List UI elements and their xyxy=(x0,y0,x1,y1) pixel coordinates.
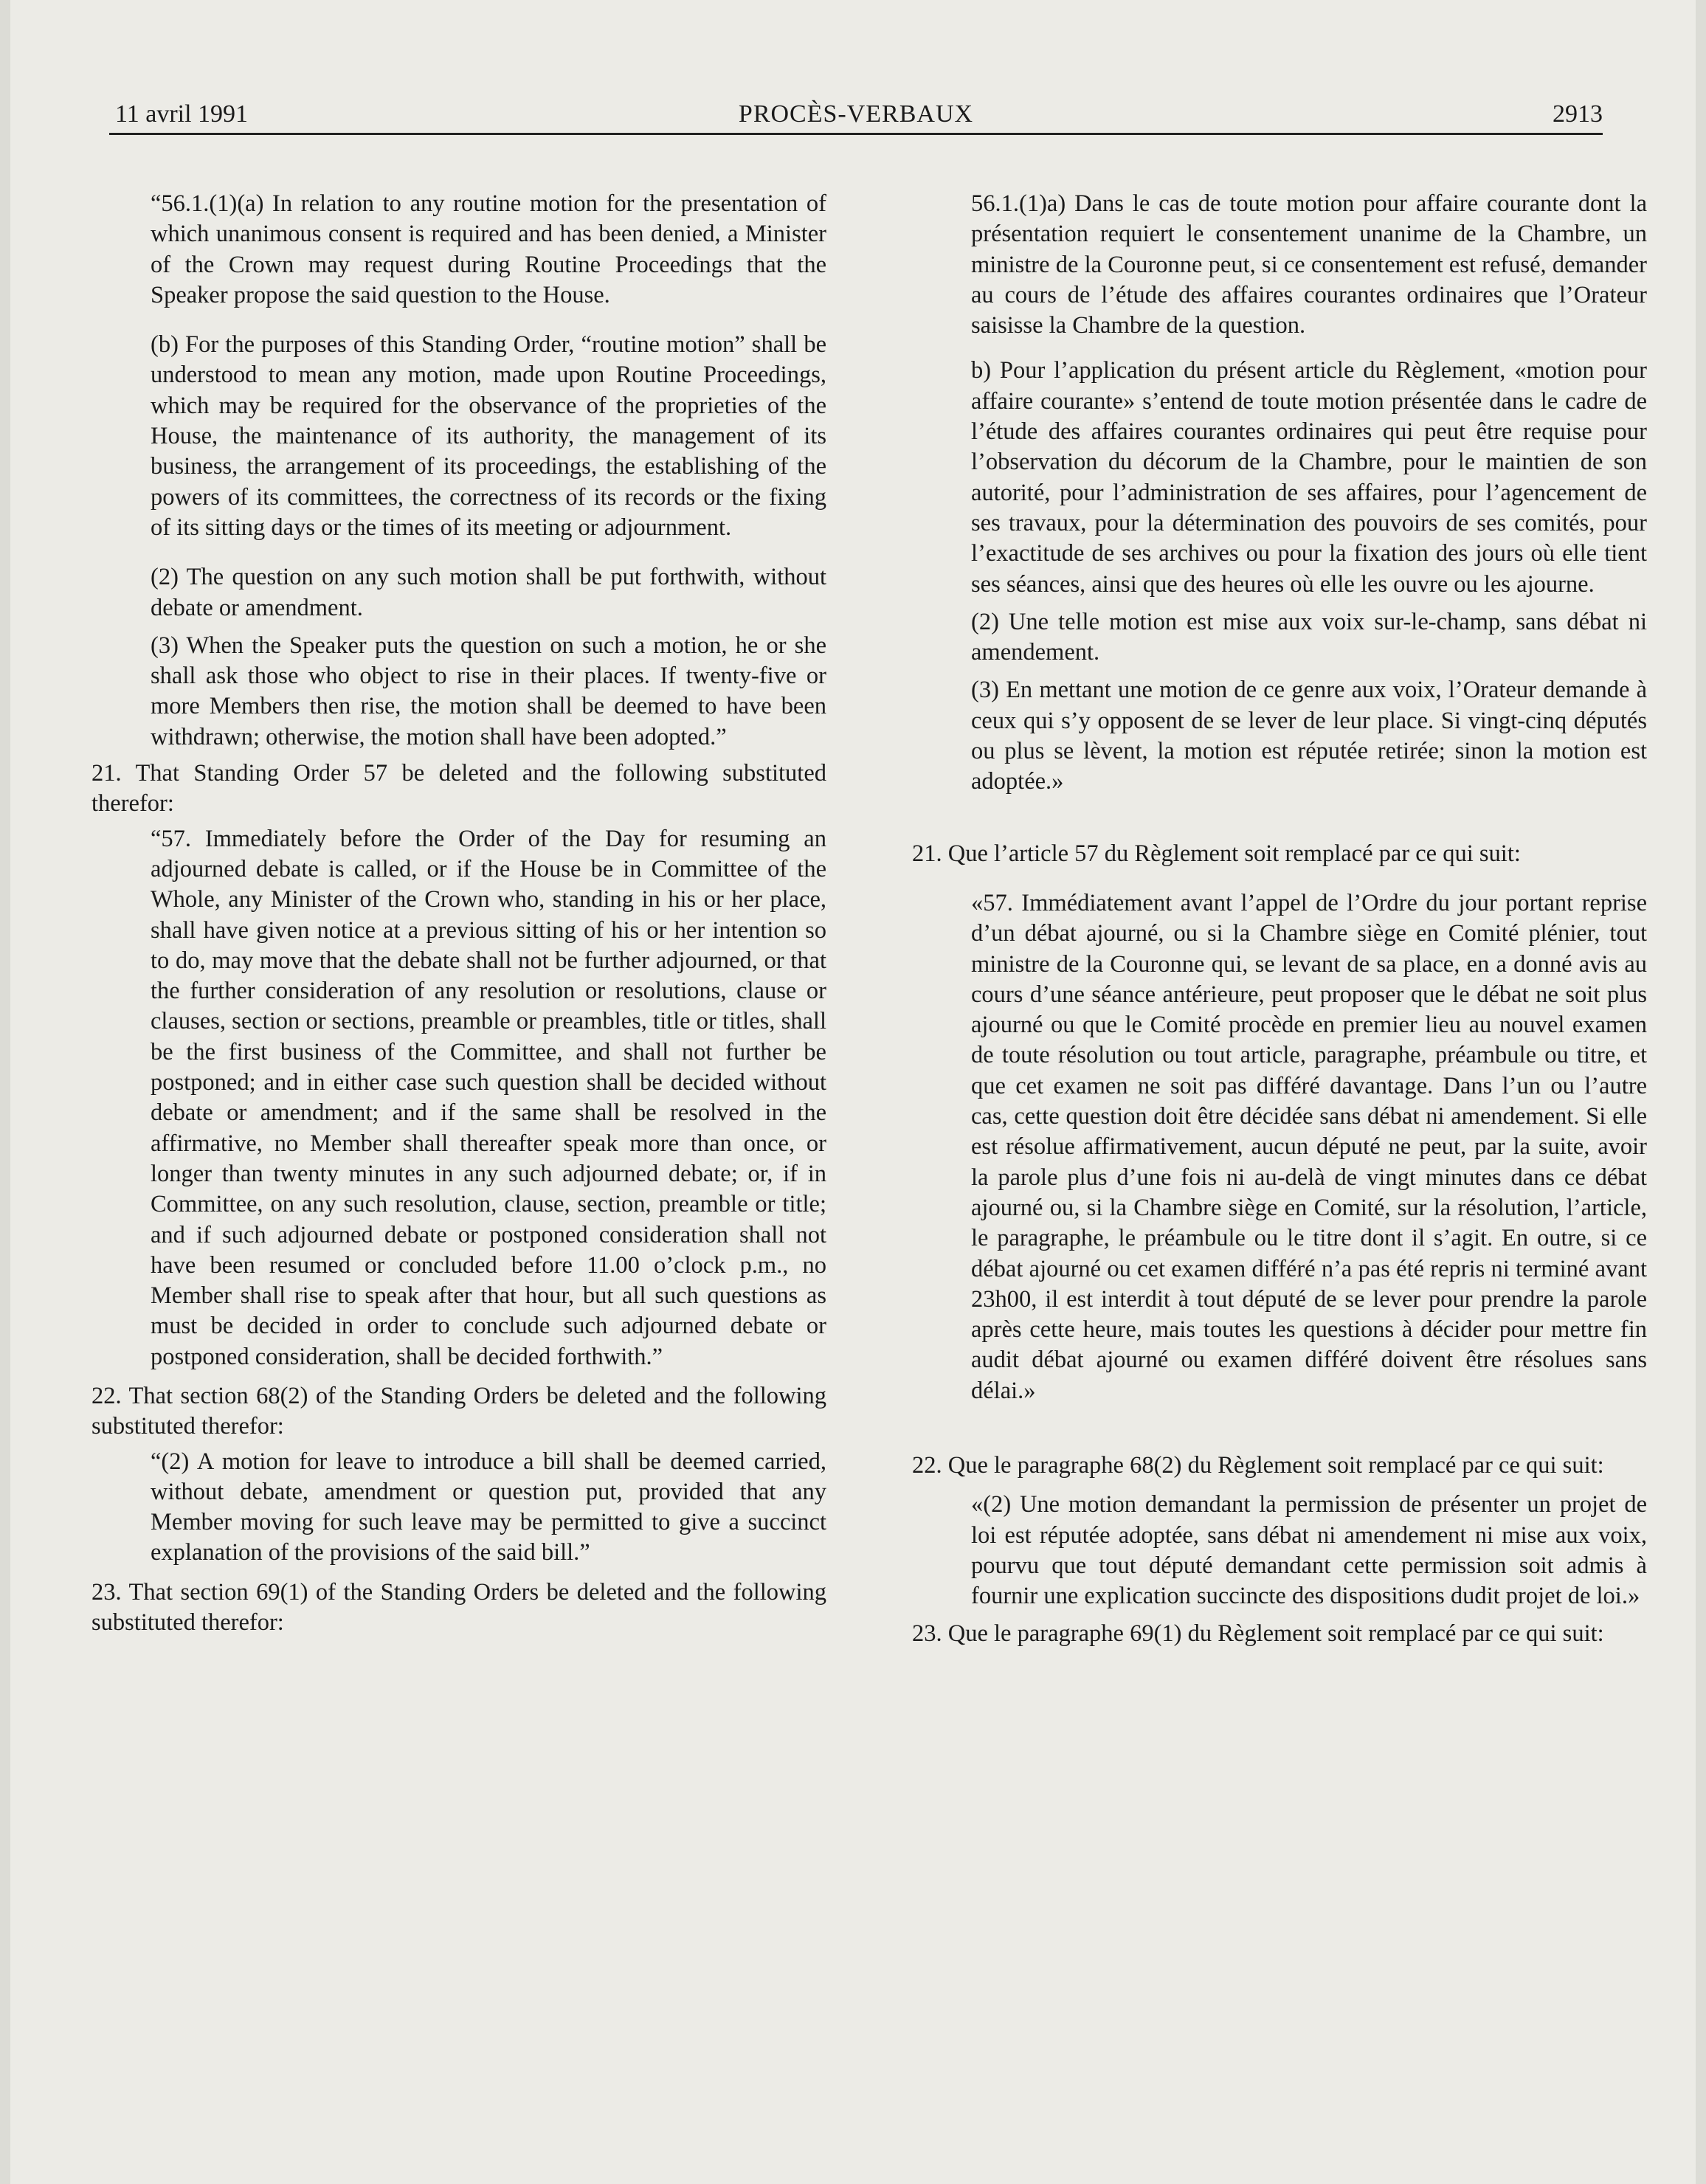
motion-23-fr: 23. Que le paragraphe 69(1) du Règlement soit remplacé par ce qui suit: xyxy=(912,1620,1604,1648)
standing-order-57-en: “57. Immediately before the Order of the Day for resuming an adjourned debate is called, or if the House be in Committee of the Whole, any Minister of the Crown who, standing in his or her place, shall have given notice at a previous sitting of his or her intention so to do, may move that the debate shall not be further adjourned, or that the further consideration of any resolution or resolutions, clause or clauses, section or sections, preamble or preambles, title or titles, shall be the first business of the Committee, and shall not further be postponed; and in either case such question shall be decided without debate or amendment; and if the same shall be resolved in the affirmative, no Member shall thereafter speak more than once, or longer than twenty minutes in any such adjourned debate; or, if in Committee, on any such resolution, clause, section, preamble or title; and if such adjourned debate or postponed consideration shall not have been resumed or concluded before 11.00 o’clock p.m., no Member shall rise to speak after that hour, but all such questions as must be decided in order to conclude such adjourned debate or postponed consideration, shall be decided forthwith.” xyxy=(151,825,826,1370)
motion-22-en: 22. That section 68(2) of the Standing Orders be deleted and the following substituted therefor: xyxy=(91,1382,826,1440)
paragraph-56-1-1-b-fr: b) Pour l’application du présent article du Règlement, «motion pour affaire courante» s’entend de toute motion présentée dans le cadre de l’étude des affaires courantes ordinaires qui peut être requise pour l’observation du décorum de la Chambre, pour le maintien de son autorité, pour l’administration de ses affaires, pour l’agencement de ses travaux, pour la détermination des pouvoirs de ses comités, pour l’exactitude de ses archives ou pour la fixation des jours où elle tient ses séances, ainsi que des heures où elle les ouvre ou les ajourne. xyxy=(971,357,1647,598)
motion-22-fr: 22. Que le paragraphe 68(2) du Règlement soit remplacé par ce qui suit: xyxy=(912,1451,1604,1479)
section-68-2-fr: «(2) Une motion demandant la permission de présenter un projet de loi est réputée adoptée, sans débat ni amendement ni mise aux voix, pourvu que tout député demandant cette permission soit admis à fournir une explication succincte des dispositions dudit projet de loi.» xyxy=(971,1491,1647,1610)
paragraph-56-1-3-en: (3) When the Speaker puts the question on such a motion, he or she shall ask those who object to rise in their places. If twenty-five or more Members then rise, the motion shall be deemed to have been withdrawn; otherwise, the motion shall have been adopted.” xyxy=(151,632,826,750)
paragraph-56-1-2-en: (2) The question on any such motion shall be put forthwith, without debate or amendment. xyxy=(151,564,826,621)
paragraph-56-1-1-a-fr: 56.1.(1)a) Dans le cas de toute motion pour affaire courante dont la présentation requiert le consentement unanime de la Chambre, un ministre de la Couronne peut, si ce consentement est refusé, demander au cours de l’étude des affaires courantes ordinaires que l’Orateur saisisse la Chambre de la question. xyxy=(971,190,1647,339)
paragraph-56-1-1-a-en: “56.1.(1)(a) In relation to any routine motion for the presentation of which unanimous consent is required and has been denied, a Minister of the Crown may request during Routine Proceedings that the Speaker propose the said question to the House. xyxy=(151,190,826,308)
standing-order-57-fr: «57. Immédiatement avant l’appel de l’Ordre du jour portant reprise d’un débat ajourné, ou si la Chambre siège en Comité plénier, tout ministre de la Couronne qui, se levant de sa place, en a donné avis au cours d’une séance antérieure, peut proposer que le débat ne soit plus ajourné ou que le Comité procède en premier lieu au nouvel examen de toute résolution ou tout article, paragraphe, préambule ou titre, et que cet examen ne soit pas différé davantage. Dans l’un ou l’autre cas, cette question doit être décidée sans débat ni amendement. Si elle est résolue affirmativement, aucun député ne peut, par la suite, avoir la parole plus d’une fois ni au-delà de vingt minutes dans ce débat ajourné ou, si la Chambre siège en Comité, sur la résolution, l’article, le paragraphe, le préambule ou le titre dont il s’agit. En outre, si ce débat ajourné ou cet examen différé n’a pas été repris ni terminé avant 23h00, il est interdit à tout député de se lever pour prendre la parole après cette heure, mais toutes les questions à décider pour mettre fin audit débat ajourné ou examen différé doivent être résolues sans délai.» xyxy=(971,889,1647,1404)
english-column xyxy=(91,189,826,1653)
page-header xyxy=(109,94,1603,135)
motion-21-fr: 21. Que l’article 57 du Règlement soit remplacé par ce qui suit: xyxy=(912,840,1521,867)
paragraph-56-1-2-fr: (2) Une telle motion est mise aux voix sur-le-champ, sans débat ni amendement. xyxy=(971,608,1647,666)
motion-21-en: 21. That Standing Order 57 be deleted and the following substituted therefor: xyxy=(91,760,826,818)
motion-23-en: 23. That section 69(1) of the Standing Orders be deleted and the following substituted therefor: xyxy=(91,1578,826,1637)
header-date: 11 avril 1991 xyxy=(115,100,249,128)
paragraph-56-1-3-fr: (3) En mettant une motion de ce genre aux voix, l’Orateur demande à ceux qui s’y opposent de se lever de leur place. Si vingt-cinq députés ou plus se lèvent, la motion est réputée retirée; sinon la motion est adoptée.» xyxy=(971,677,1647,795)
french-column xyxy=(912,189,1647,1665)
header-title: PROCÈS-VERBAUX xyxy=(738,100,974,128)
paragraph-56-1-1-b-en: (b) For the purposes of this Standing Order, “routine motion” shall be understood to mean any motion, made upon Routine Proceedings, which may be required for the observance of the proprieties of the House, the maintenance of its authority, the management of its business, the arrangement of its proceedings, the establishing of the powers of its committees, the correctness of its records or the fixing of its sitting days or the times of its meeting or adjournment. xyxy=(151,331,826,541)
page-number: 2913 xyxy=(1553,100,1603,128)
section-68-2-en: “(2) A motion for leave to introduce a bill shall be deemed carried, without debate, amendment or question put, provided that any Member moving for such leave may be permitted to give a succinct explanation of the provisions of the said bill.” xyxy=(151,1448,826,1566)
